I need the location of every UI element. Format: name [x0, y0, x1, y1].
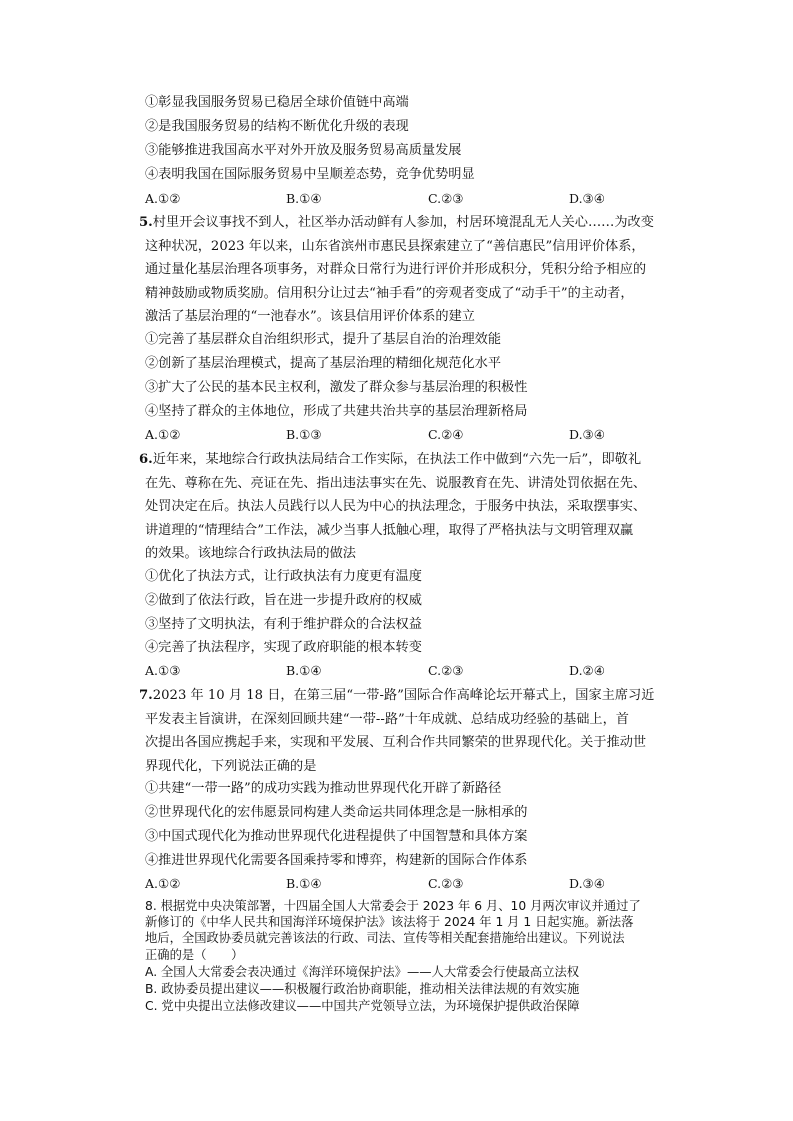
q7-choices — [145, 875, 665, 893]
q6-stem-line-2: 在先、尊称在先、亮证在先、指出违法事实在先、说服教育在先、讲清处罚依据在先、 — [145, 475, 647, 491]
q5-statement-4: ④坚持了群众的主体地位，形成了共建共治共享的基层治理新格局 — [145, 404, 528, 419]
q6-choice-d: D.②④ — [569, 663, 605, 678]
q8-stem-line-3: 地后，全国政协委员就完善该法的行政、司法、宣传等相关配套措施给出建议。下列说法 — [145, 931, 625, 946]
q6-stem-line-5: 的效果。该地综合行政执法局的做法 — [145, 546, 356, 562]
q7-choice-b: B.①④ — [286, 876, 322, 891]
q6-choices — [145, 662, 665, 680]
q7-stem-line-3: 次提出各国应携起手来，实现和平发展、互利合作共同繁荣的世界现代化。关于推动世 — [145, 735, 647, 751]
q4-statement-1: ①彰显我国服务贸易已稳居全球价值链中高端 — [145, 95, 409, 110]
q5-statement-1: ①完善了基层群众自治组织形式，提升了基层自治的治理效能 — [145, 332, 502, 347]
q7-statement-4: ④推进世界现代化需要各国乘持零和博弈，构建新的国际合作体系 — [145, 853, 528, 868]
q7-statement-1: ①共建“一带一路”的成功实践为推动世界现代化开辟了新路径 — [145, 781, 502, 796]
q6-statement-2: ②做到了依法行政，旨在进一步提升政府的权威 — [145, 593, 422, 608]
q5-choice-a: A.①② — [145, 427, 181, 442]
q6-choice-c: C.②③ — [428, 663, 464, 678]
q7-statement-3: ③中国式现代化为推动世界现代化进程提供了中国智慧和具体方案 — [145, 829, 528, 844]
q4-statement-4: ④表明我国在国际服务贸易中呈顺差态势，竞争优势明显 — [145, 167, 475, 182]
q4-choice-b: B.①④ — [286, 191, 322, 206]
q4-statement-2: ②是我国服务贸易的结构不断优化升级的表现 — [145, 119, 409, 134]
q4-statement-3: ③能够推进我国高水平对外开放及服务贸易高质量发展 — [145, 143, 462, 158]
q7-stem-line-4: 界现代化，下列说法正确的是 — [145, 758, 317, 774]
q7-stem — [139, 684, 669, 778]
q5-choice-c: C.②④ — [428, 427, 464, 442]
q6-stem-line-3: 处罚决定在后。执法人员践行以人民为中心的执法理念，于服务中执法，采取摆事实、 — [145, 499, 647, 515]
q7-stem-line-1: 7.2023 年 10 月 18 日，在第三届“一带-路”国际合作高峰论坛开幕式上，国家主席习近 — [139, 688, 655, 703]
q8-option-c: C. 党中央提出立法修改建议——中国共产党领导立法，为环境保护提供政治保障 — [145, 999, 580, 1013]
q5-stem-line-2: 这种状况，2023 年以来，山东省滨州市惠民县探索建立了“善信惠民”信用评价体系， — [145, 238, 645, 254]
q7-stem-line-2: 平发表主旨演讲，在深刻回顾共建“一带--路”十年成就、总结成功经验的基础上，首 — [145, 711, 629, 727]
q5-statement-2: ②创新了基层治理模式，提高了基层治理的精细化规范化水平 — [145, 356, 502, 371]
q8-option-b: B. 政协委员提出建议——积极履行政治协商职能，推动相关法律法规的有效实施 — [145, 982, 580, 996]
q6-statement-3: ③坚持了文明执法，有利于维护群众的合法权益 — [145, 617, 422, 632]
q5-stem-line-1: 5.村里开会议事找不到人，社区举办活动鲜有人参加，村居环境混乱无人关心……为改变 — [139, 215, 654, 230]
q4-choice-d: D.③④ — [569, 191, 605, 206]
q5-number: 5. — [139, 215, 153, 230]
q4-choice-a: A.①② — [145, 191, 181, 206]
q6-stem — [139, 448, 669, 566]
q7-choice-d: D.③④ — [569, 876, 605, 891]
q5-stem-line-4: 精神鼓励或物质奖励。信用积分让过去“袖手看”的旁观者变成了“动手干”的主动者， — [145, 285, 634, 301]
q5-stem-line-5: 激活了基层治理的“一池春水”。该县信用评价体系的建立 — [145, 309, 475, 325]
q6-number: 6. — [139, 452, 153, 467]
q6-choice-a: A.①③ — [145, 663, 181, 678]
q7-choice-c: C.②③ — [428, 876, 464, 891]
q7-choice-a: A.①② — [145, 876, 181, 891]
q5-choice-b: B.①③ — [286, 427, 322, 442]
q5-statement-3: ③扩大了公民的基本民主权利，激发了群众参与基层治理的积极性 — [145, 380, 528, 395]
q6-statement-4: ④完善了执法程序，实现了政府职能的根本转变 — [145, 640, 422, 655]
q5-choices — [145, 426, 665, 444]
q8-stem-line-4: 正确的是（ ） — [145, 947, 244, 962]
q5-stem — [139, 211, 669, 329]
q8-option-a: A. 全国人大常委会表决通过《海洋环境保护法》——人大常委会行使最高立法权 — [145, 965, 580, 979]
q8-stem-line-1: 8. 根据党中央决策部署，十四届全国人大常委会于 2023 年 6 月、10 月两次审议并通过了 — [145, 899, 641, 913]
q5-choice-d: D.③④ — [569, 427, 605, 442]
q4-choices — [145, 190, 665, 208]
q6-choice-b: B.①④ — [286, 663, 322, 678]
q6-stem-line-4: 讲道理的“情理结合”工作法，减少当事人抵触心理，取得了严格执法与文明管理双赢 — [145, 522, 634, 538]
q8-stem-line-2: 新修订的《中华人民共和国海洋环境保护法》该法将于 2024 年 1 月 1 日起实施。新法落 — [145, 915, 634, 930]
q4-choice-c: C.②③ — [428, 191, 464, 206]
q6-statement-1: ①优化了执法方式，让行政执法有力度更有温度 — [145, 569, 422, 584]
q6-stem-line-1: 6.近年来，某地综合行政执法局结合工作实际，在执法工作中做到“六先一后”，即敬礼 — [139, 452, 642, 467]
q7-statement-2: ②世界现代化的宏伟愿景同构建人类命运共同体理念是一脉相承的 — [145, 805, 528, 820]
q7-number: 7. — [139, 688, 153, 703]
q5-stem-line-3: 通过量化基层治理各项事务，对群众日常行为进行评价并形成积分，凭积分给予相应的 — [145, 262, 647, 278]
q8-stem — [145, 898, 665, 963]
